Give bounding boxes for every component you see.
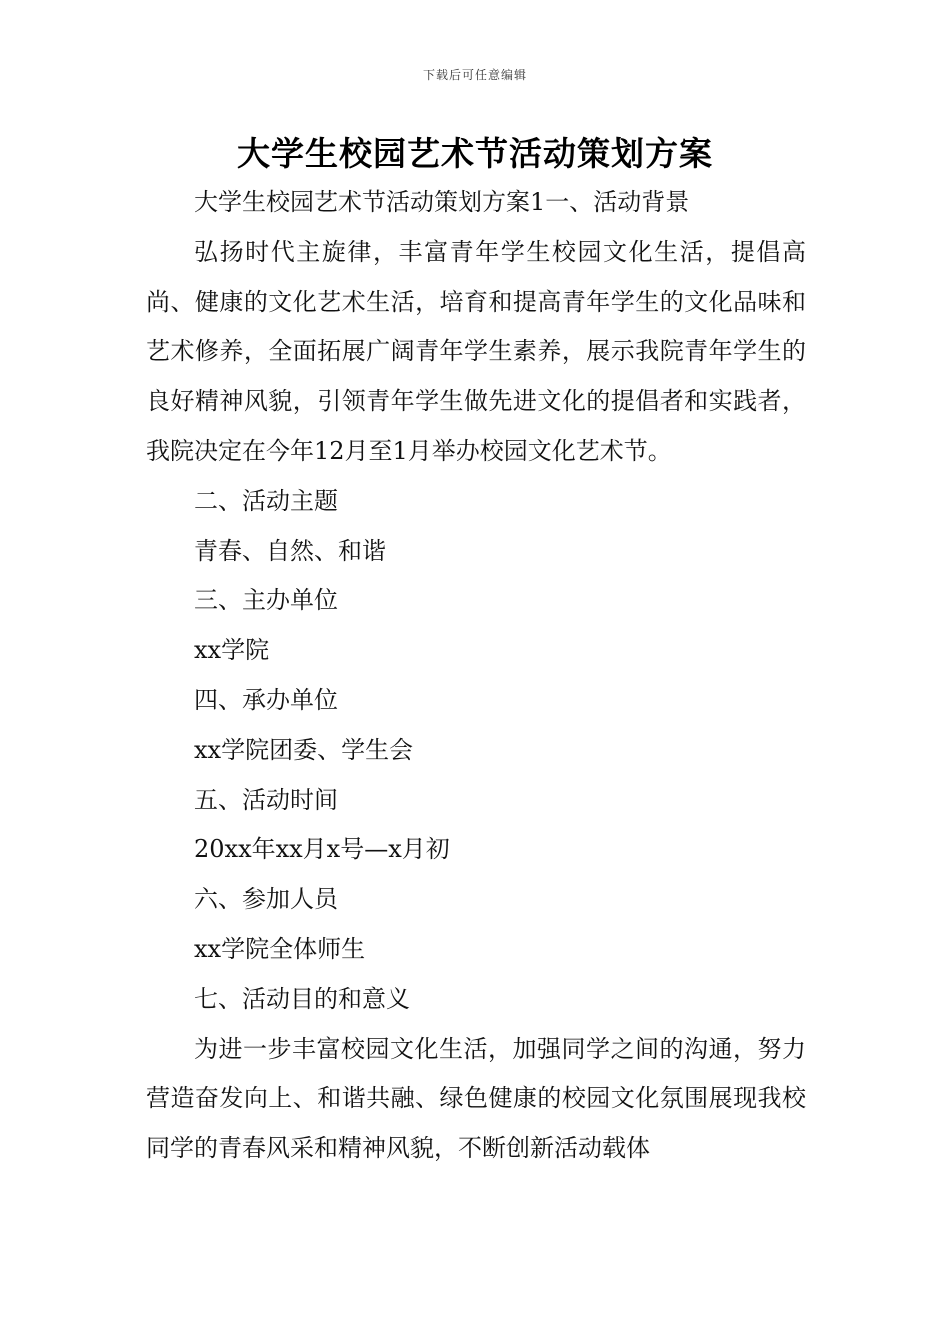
organizer-heading: 四、承办单位: [194, 685, 338, 714]
theme-heading: 二、活动主题: [194, 486, 338, 515]
organizer-text: xx学院团委、学生会: [194, 735, 414, 764]
header-note: 下载后可任意编辑: [422, 68, 527, 82]
host-heading: 三、主办单位: [194, 586, 338, 615]
purpose-heading: 七、活动目的和意义: [194, 984, 410, 1013]
time-heading: 五、活动时间: [194, 785, 338, 814]
document-title: 大学生校园艺术节活动策划方案: [237, 134, 713, 173]
participants-text: xx学院全体师生: [194, 934, 366, 963]
participants-heading: 六、参加人员: [194, 885, 338, 914]
intro-line: 大学生校园艺术节活动策划方案1一、活动背景: [194, 188, 690, 216]
host-text: xx学院: [194, 636, 270, 665]
time-text: 20xx年xx月x号—x月初: [194, 835, 450, 864]
document-body: [146, 178, 806, 1174]
purpose-paragraph: 为进一步丰富校园文化生活，加强同学之间的沟通，努力营造奋发向上、和谐共融、绿色健康的校园文化氛围展现我校同学的青春风采和精神风貌，不断创新活动载体: [146, 1034, 806, 1163]
theme-text: 青春、自然、和谐: [194, 536, 386, 565]
background-paragraph: 弘扬时代主旋律，丰富青年学生校园文化生活，提倡高尚、健康的文化艺术生活，培育和提高青年学生的文化品味和艺术修养，全面拓展广阔青年学生素养，展示我院青年学生的良好精神风貌，引领青年学生做先进文化的提倡者和实践者，我院决定在今年12月至1月举办校园文化艺术节。: [146, 237, 806, 465]
